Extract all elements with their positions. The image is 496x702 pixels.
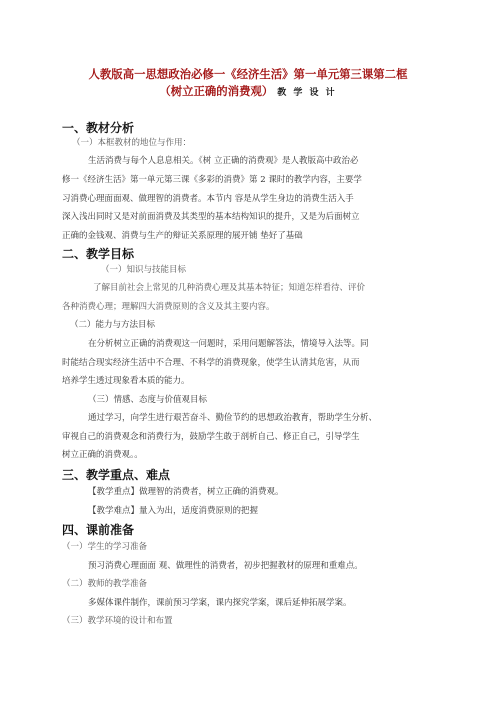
subheading-position-role: （一）本框教材的地位与作用：	[72, 138, 192, 148]
paragraph-line: 预习消费心理面面 观、做理性的消费者，初步把握教材的原理和重难点。	[88, 561, 363, 571]
title-subject: （树立正确的消费观）	[159, 84, 274, 98]
paragraph-line: 树立正确的消费观。。	[62, 450, 143, 460]
title-suffix: 教 学 设 计	[277, 88, 337, 98]
paragraph-line: 生活消费与每个人息息相关。《树 立正确的消费观》是人教版高中政治必	[88, 156, 359, 166]
subheading-environment: （三）教学环境的设计和布置	[62, 616, 173, 626]
paragraph-line: 时能结合现实经济生活中不合理、不科学的消费现象，使学生认清其危害，从而	[62, 358, 360, 368]
paragraph-line: 深入浅出同时又是对前面消费及其类型的基本结构知识的提升，又是为后面树立	[62, 212, 360, 222]
subheading-knowledge-skills: （一）知识与技能目标	[101, 265, 187, 275]
section-heading-preparation: 四、课前准备	[62, 523, 135, 537]
subheading-values: （三）情感、态度与价值观目标	[88, 395, 208, 405]
key-point-line: 【教学重点】做理智的消费者，树立正确的消费观。	[88, 487, 284, 497]
difficult-point-line: 【教学难点】量入为出，适度消费原则的把握	[88, 506, 259, 516]
paragraph-line: 习消费心理面面观、做理智的消费者。本节内 容是从学生身边的消费生活入手	[62, 194, 354, 204]
paragraph-line: 各种消费心理；理解四大消费原则的含义及其主要内容。	[62, 302, 275, 312]
document-title-line2	[0, 83, 496, 99]
section-heading-analysis: 一、教材分析	[62, 121, 135, 135]
paragraph-line: 审视自己的消费观念和消费行为，鼓励学生敢于剖析自己、修正自己，引导学生	[62, 432, 360, 442]
section-heading-key-points: 三、教学重点、难点	[62, 468, 171, 482]
paragraph-line: 通过学习，向学生进行艰苦奋斗、勤俭节约的思想政治教育，帮助学生分析、	[88, 413, 378, 423]
subheading-student-prep: （一）学生的学习准备	[62, 542, 148, 552]
paragraph-line: 修一《经济生活》第一单元第三课《多彩的消费》第 2 课时的教学内容，主要学	[62, 175, 362, 185]
document-title-line1: 人教版高一思想政治必修一《经济生活》第一单元第三课第二框	[88, 67, 408, 81]
paragraph-line: 了解目前社会上常见的几种消费心理及其基本特征；知道怎样看待、评价	[93, 283, 366, 293]
paragraph-line: 培养学生透过现象看本质的能力。	[62, 376, 190, 386]
paragraph-line: 在分析树立正确的消费观这一问题时，采用问题解答法，情境导入法等。同	[88, 339, 369, 349]
paragraph-line: 多媒体课件制作，课前预习学案，课内探究学案，课后延伸拓展学案。	[88, 598, 352, 608]
section-heading-objectives: 二、教学目标	[62, 247, 135, 261]
subheading-ability-method: （二）能力与方法目标	[70, 320, 156, 330]
paragraph-line: 正确的金钱观、消费与生产的辩证关系原理的展开铺 垫好了基础	[62, 231, 303, 241]
subheading-teacher-prep: （二）教师的教学准备	[62, 579, 148, 589]
